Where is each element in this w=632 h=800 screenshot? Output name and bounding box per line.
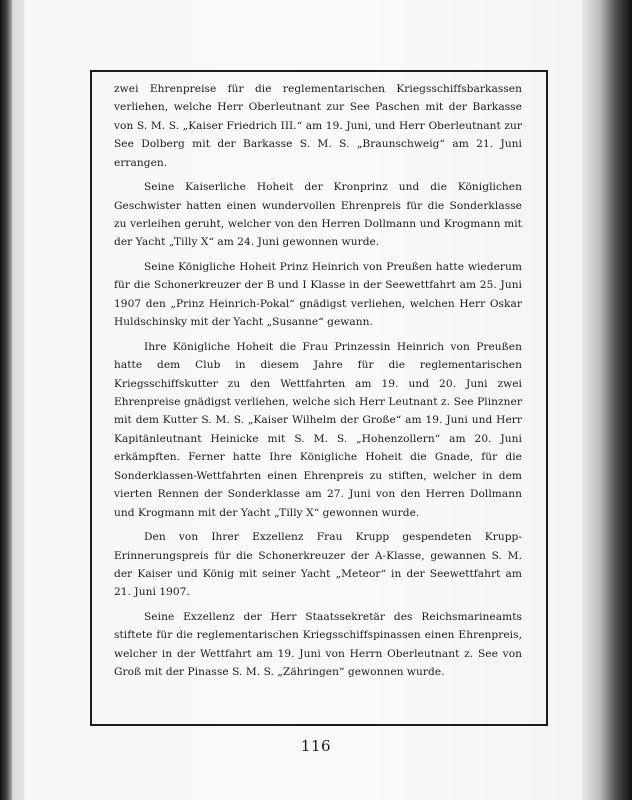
paragraph-1: zwei Ehrenpreise für die reglementarischen Kriegsschiffsbarkassen verliehen, welche Herr Oberleutnant zur See Paschen mit der Barkasse von S. M. S. „Kaiser Friedrich III.“ am 19. Juni, und Herr Oberleutnant zur See Dolberg mit der Barkasse S. M. S. „Braunschweig“ am 21. Juni errangen. [114, 83, 522, 169]
book-gutter [582, 0, 632, 800]
page-number: 116 [300, 737, 332, 755]
paragraph-4: Ihre Königliche Hoheit die Frau Prinzessin Heinrich von Preußen hatte dem Club in diesem Jahre für die reglementarischen Kriegsschiffskutter zu den Wettfahrten am 19. und 20. Juni zwei Ehrenpreise gnädigst verliehen, welche sich Herr Leutnant z. See Plinzner mit dem Kutter S. M. S. „Kaiser Wilhelm der Große“ am 19. Juni und Herr Kapitänleutnant Heinicke mit S. M. S. „Hohenzollern“ am 20. Juni erkämpften. Ferner hatte Ihre Königliche Hoheit die Gnade, für die Sonderklassen-Wettfahrten einen Ehrenpreis zu stiften, welcher in dem vierten Rennen der Sonderklasse am 27. Juni von den Herren Dollmann und Krogmann mit der Yacht „Tilly X“ gewonnen wurde. [114, 340, 522, 519]
page-text-block [114, 80, 522, 688]
paragraph-5: Den von Ihrer Exzellenz Frau Krupp gespendeten Krupp-Erinnerungspreis für die Schonerkreuzer der A-Klasse, gewannen S. M. der Kaiser und König mit seiner Yacht „Meteor“ in der Seewettfahrt am 21. Juni 1907. [114, 531, 522, 599]
page-stack-edge [12, 0, 24, 800]
paragraph-6: Seine Exzellenz der Herr Staatssekretär des Reichsmarineamts stiftete für die reglementarischen Kriegsschiffspinassen einen Ehrenpreis, welcher in der Wettfahrt am 19. Juni von Herrn Oberleutnant z. See von Groß mit der Pinasse S. M. S. „Zähringen“ gewonnen wurde. [114, 610, 522, 679]
paragraph-2: Seine Kaiserliche Hoheit der Kronprinz und die Königlichen Geschwister hatten einen wundervollen Ehrenpreis für die Sonderklasse zu verleihen geruht, welcher von den Herren Dollmann und Krogmann mit der Yacht „Tilly X“ am 24. Juni gewonnen wurde. [114, 181, 522, 249]
paragraph-3: Seine Königliche Hoheit Prinz Heinrich von Preußen hatte wiederum für die Schonerkreuzer der B und I Klasse in der Seewettfahrt am 25. Juni 1907 den „Prinz Heinrich-Pokal“ gnädigst verliehen, welchen Herr Oskar Huldschinsky mit der Yacht „Susanne“ gewann. [114, 261, 522, 329]
